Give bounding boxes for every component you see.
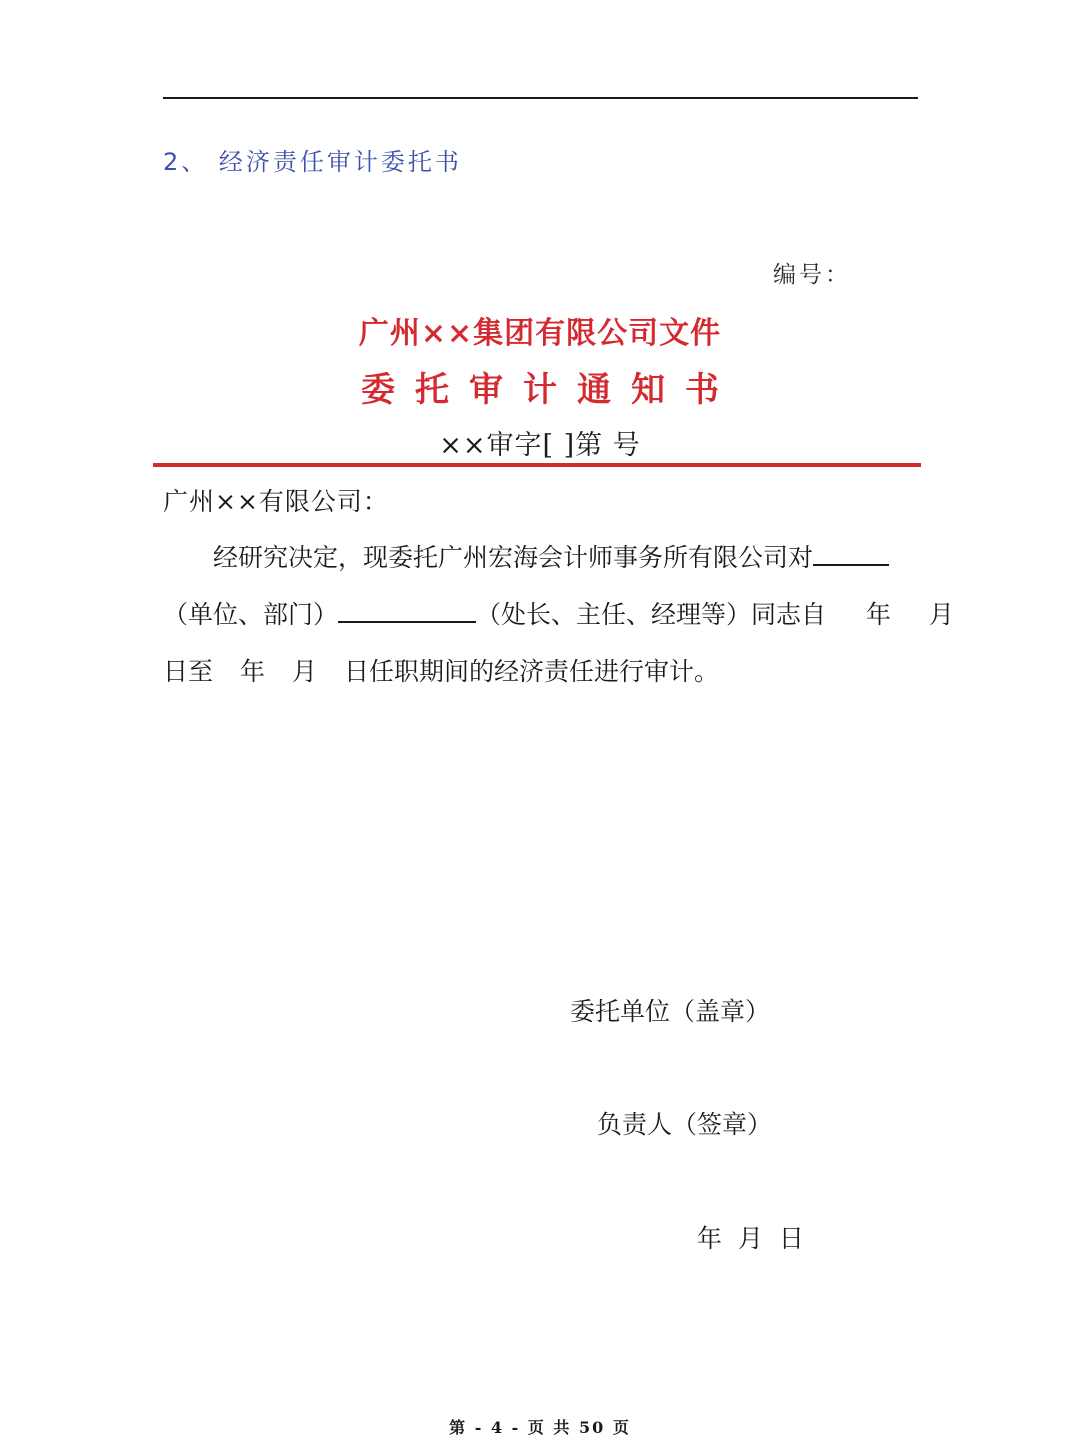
- paragraph-line-3-year: 年: [240, 657, 266, 686]
- paragraph-line-3: [163, 652, 719, 688]
- paragraph-line-3-day: 日至: [163, 657, 214, 686]
- salutation: 广州××有限公司：: [163, 487, 389, 516]
- paragraph-line-2-month: 月: [929, 600, 955, 629]
- blank-name-field: [338, 601, 476, 623]
- page-footer: 第 - 4 - 页 共 50 页: [449, 1418, 631, 1437]
- paragraph-line-3-month: 月: [292, 657, 318, 686]
- paragraph-line-1-text: 经研究决定，现委托广州宏海会计师事务所有限公司对: [213, 543, 814, 572]
- paragraph-line-2: [163, 595, 954, 631]
- letterhead-org-title: 广州××集团有限公司文件: [358, 316, 722, 351]
- section-heading: 2、 经济责任审计委托书: [163, 148, 462, 176]
- letterhead-notice-title: 委托审计通知书: [361, 370, 739, 410]
- signature-commissioning-unit: 委托单位（盖章）: [570, 997, 771, 1026]
- paragraph-line-2-title-label: （处长、主任、经理等）同志自: [476, 600, 827, 629]
- paragraph-line-1: [213, 538, 889, 574]
- document-number-label: 编号：: [773, 262, 851, 288]
- blank-unit-field: [813, 544, 889, 566]
- reference-number: ××审字[ ]第 号: [439, 430, 641, 461]
- paragraph-line-3-rest: 日任职期间的经济责任进行审计。: [344, 657, 720, 686]
- signature-responsible-person: 负责人（签章）: [597, 1110, 773, 1139]
- paragraph-line-2-year: 年: [866, 600, 892, 629]
- top-horizontal-rule: [163, 97, 918, 99]
- red-separator-rule: [153, 463, 921, 467]
- paragraph-line-2-unit-label: （单位、部门）: [163, 600, 339, 629]
- signature-date: 年 月 日: [697, 1224, 808, 1253]
